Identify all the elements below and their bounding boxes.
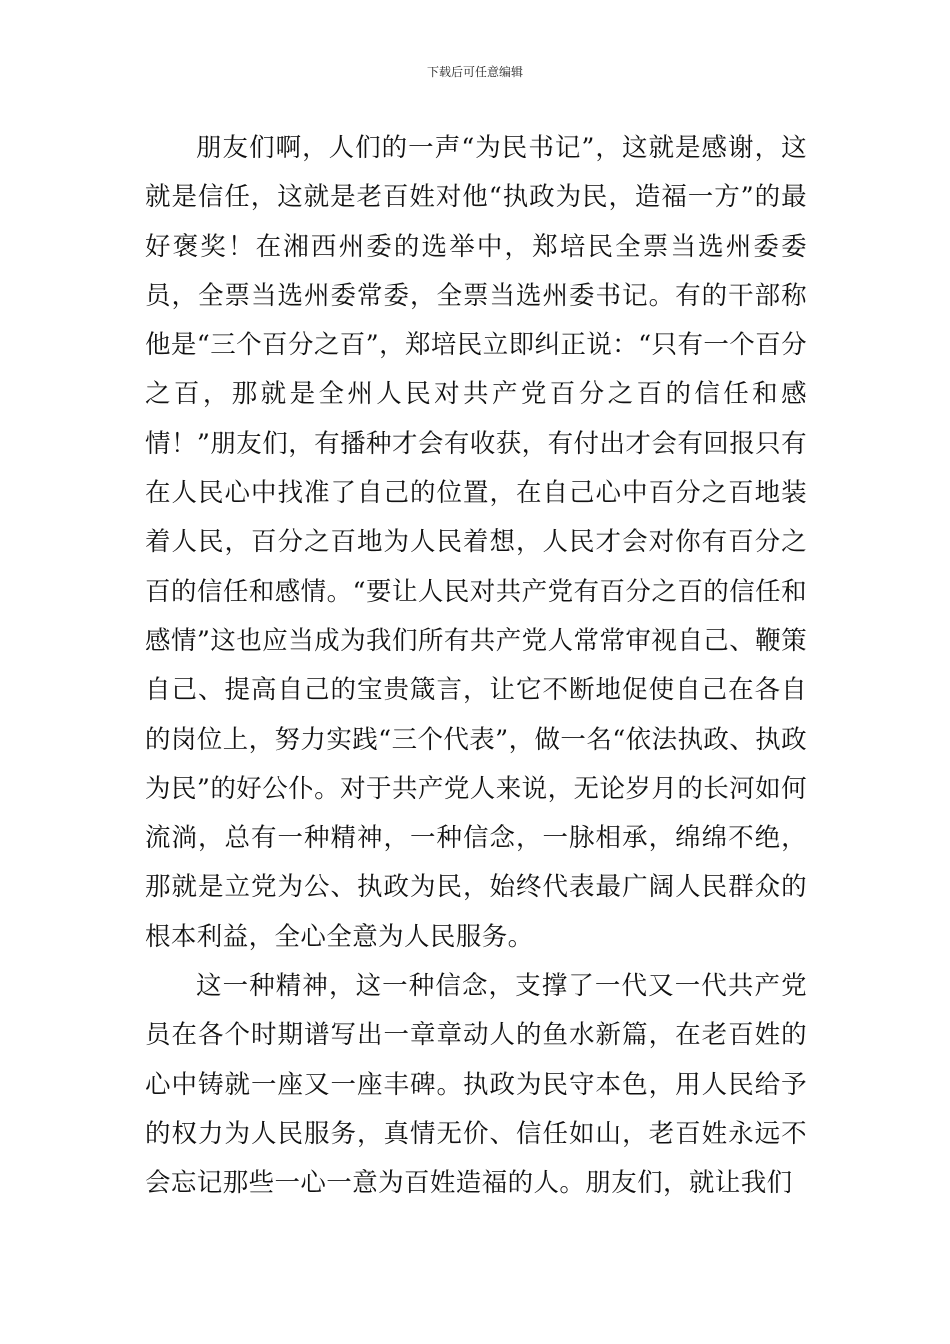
document-body: [145, 124, 807, 1209]
page-header: 下载后可任意编辑: [426, 65, 523, 79]
paragraph-1: 朋友们啊，人们的一声“为民书记”，这就是感谢，这就是信任，这就是老百姓对他“执政为民，造福一方”的最好褒奖！在湘西州委的选举中，郑培民全票当选州委委员，全票当选州委常委，全票当选州委书记。有的干部称他是“三个百分之百”，郑培民立即纠正说：“只有一个百分之百，那就是全州人民对共产党百分之百的信任和感情！”朋友们，有播种才会有收获，有付出才会有回报只有在人民心中找准了自己的位置，在自己心中百分之百地装着人民，百分之百地为人民着想，人民才会对你有百分之百的信任和感情。“要让人民对共产党有百分之百的信任和感情”这也应当成为我们所有共产党人常常审视自己、鞭策自己、提高自己的宝贵箴言，让它不断地促使自己在各自的岗位上，努力实践“三个代表”，做一名“依法执政、执政为民”的好公仆。对于共产党人来说，无论岁月的长河如何流淌，总有一种精神，一种信念，一脉相承，绵绵不绝，那就是立党为公、执政为民，始终代表最广阔人民群众的根本利益，全心全意为人民服务。: [145, 133, 807, 952]
paragraph-2: 这一种精神，这一种信念，支撑了一代又一代共产党员在各个时期谱写出一章章动人的鱼水新篇，在老百姓的心中铸就一座又一座丰碑。执政为民守本色，用人民给予的权力为人民服务，真情无价、信任如山，老百姓永远不会忘记那些一心一意为百姓造福的人。朋友们，就让我们: [145, 971, 807, 1199]
